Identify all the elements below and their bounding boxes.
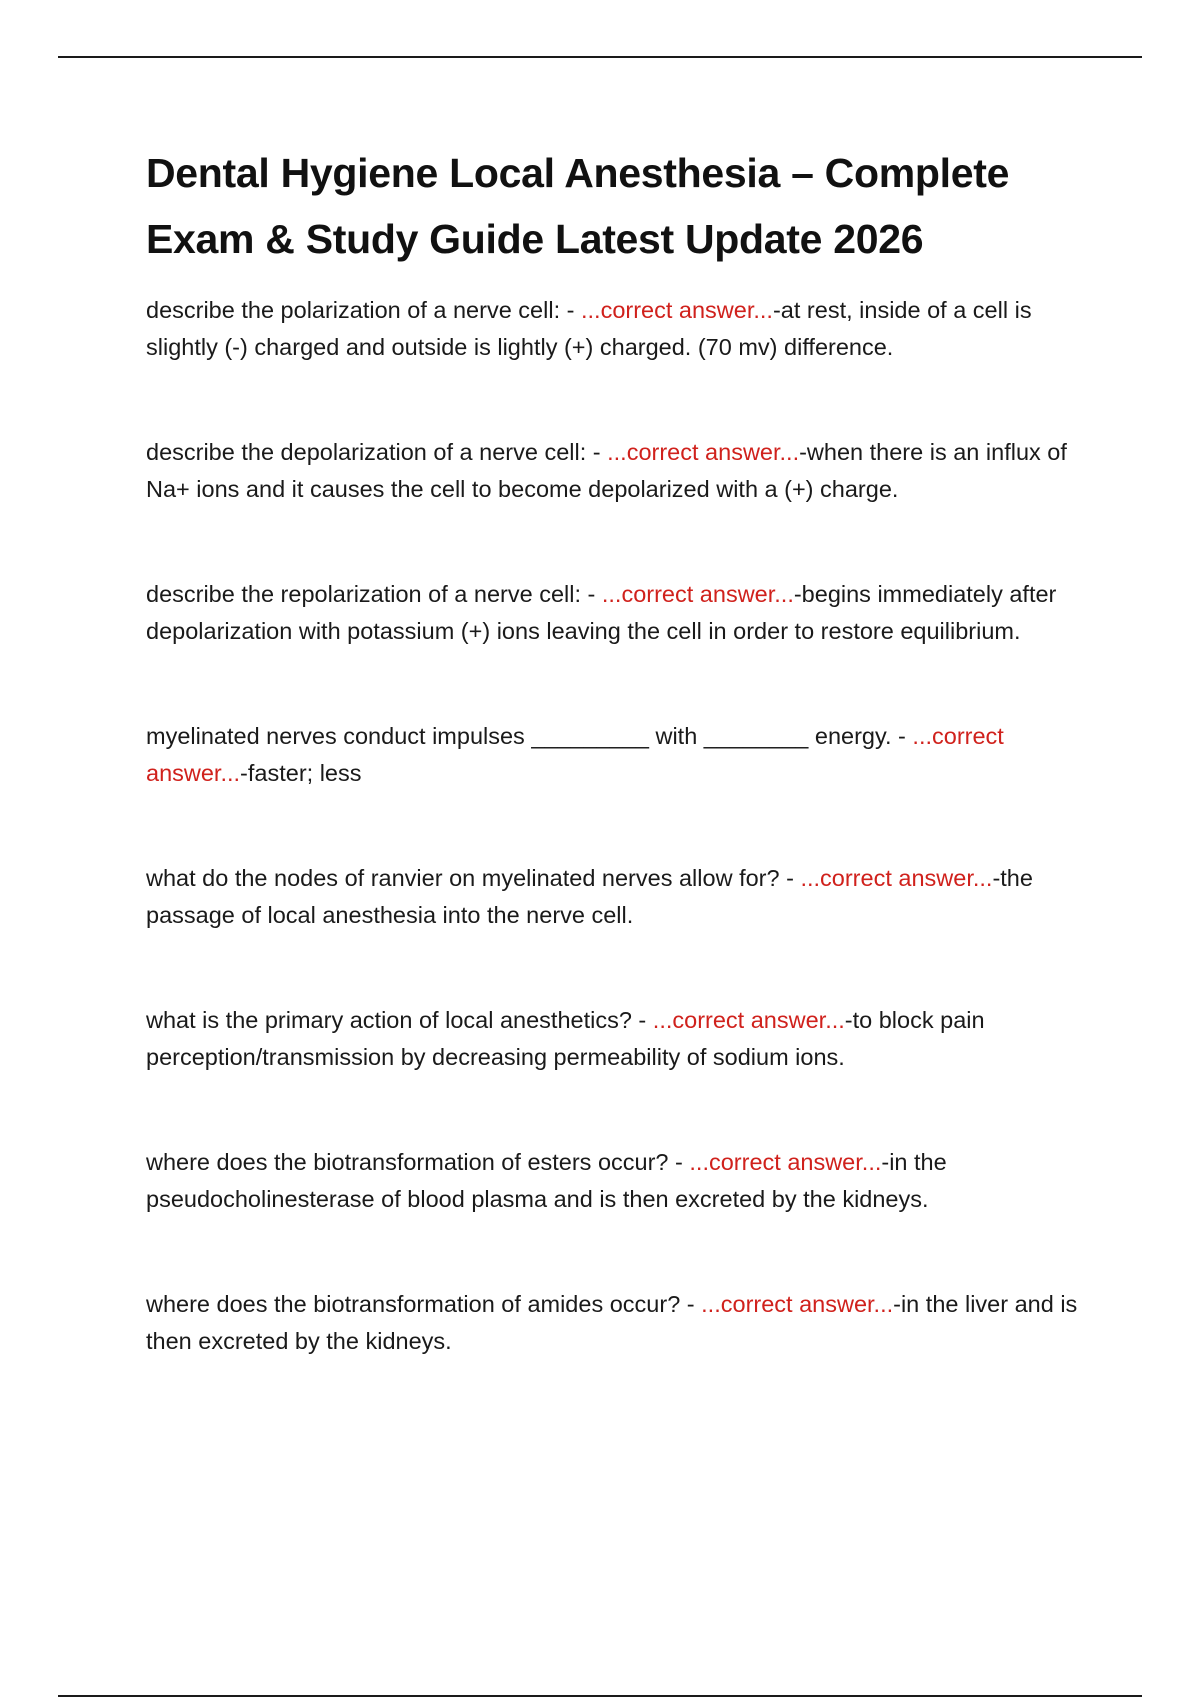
answer-marker: ...correct answer... (601, 581, 794, 607)
answer-marker: ...correct answer... (652, 1007, 845, 1033)
answer-text: -to block pain perception/transmission by decreasing permeability of sodium ions. (146, 1007, 985, 1070)
qa-item (146, 576, 1086, 650)
qa-item (146, 718, 1086, 792)
qa-item (146, 1144, 1086, 1218)
answer-marker: ...correct answer... (580, 297, 773, 323)
answer-marker: ...correct answer... (607, 439, 800, 465)
question-text: myelinated nerves conduct impulses _________ with ________ energy. - (146, 723, 913, 749)
qa-list (146, 292, 1086, 1360)
document-body (146, 140, 1086, 1428)
question-text: describe the repolarization of a nerve cell: - (146, 581, 602, 607)
answer-text: -when there is an influx of Na+ ions and it causes the cell to become depolarized with a (+) charge. (146, 439, 1067, 502)
qa-item (146, 860, 1086, 934)
qa-item (146, 1002, 1086, 1076)
question-text: what is the primary action of local anesthetics? - (146, 1007, 653, 1033)
qa-item (146, 292, 1086, 366)
answer-marker: ...correct answer... (701, 1291, 894, 1317)
answer-text: -at rest, inside of a cell is slightly (-) charged and outside is lightly (+) charged. (70 mv) difference. (146, 297, 1032, 360)
question-text: describe the polarization of a nerve cell: - (146, 297, 581, 323)
bottom-rule (58, 1695, 1142, 1697)
answer-text: -in the liver and is then excreted by the kidneys. (146, 1291, 1078, 1354)
answer-text: -begins immediately after depolarization with potassium (+) ions leaving the cell in order to restore equilibrium. (146, 581, 1057, 644)
qa-item (146, 1286, 1086, 1360)
question-text: where does the biotransformation of esters occur? - (146, 1149, 690, 1175)
question-text: where does the biotransformation of amides occur? - (146, 1291, 702, 1317)
answer-text: -in the pseudocholinesterase of blood plasma and is then excreted by the kidneys. (146, 1149, 947, 1212)
question-text: describe the depolarization of a nerve cell: - (146, 439, 608, 465)
answer-marker: ...correct answer... (689, 1149, 882, 1175)
answer-marker: ...correct answer... (146, 723, 1004, 786)
top-rule (58, 56, 1142, 58)
document-title: Dental Hygiene Local Anesthesia – Complete Exam & Study Guide Latest Update 2026 (146, 150, 1010, 262)
qa-item (146, 434, 1086, 508)
question-text: what do the nodes of ranvier on myelinated nerves allow for? - (146, 865, 801, 891)
answer-text: -faster; less (240, 760, 362, 786)
answer-text: -the passage of local anesthesia into the nerve cell. (146, 865, 1033, 928)
answer-marker: ...correct answer... (800, 865, 993, 891)
